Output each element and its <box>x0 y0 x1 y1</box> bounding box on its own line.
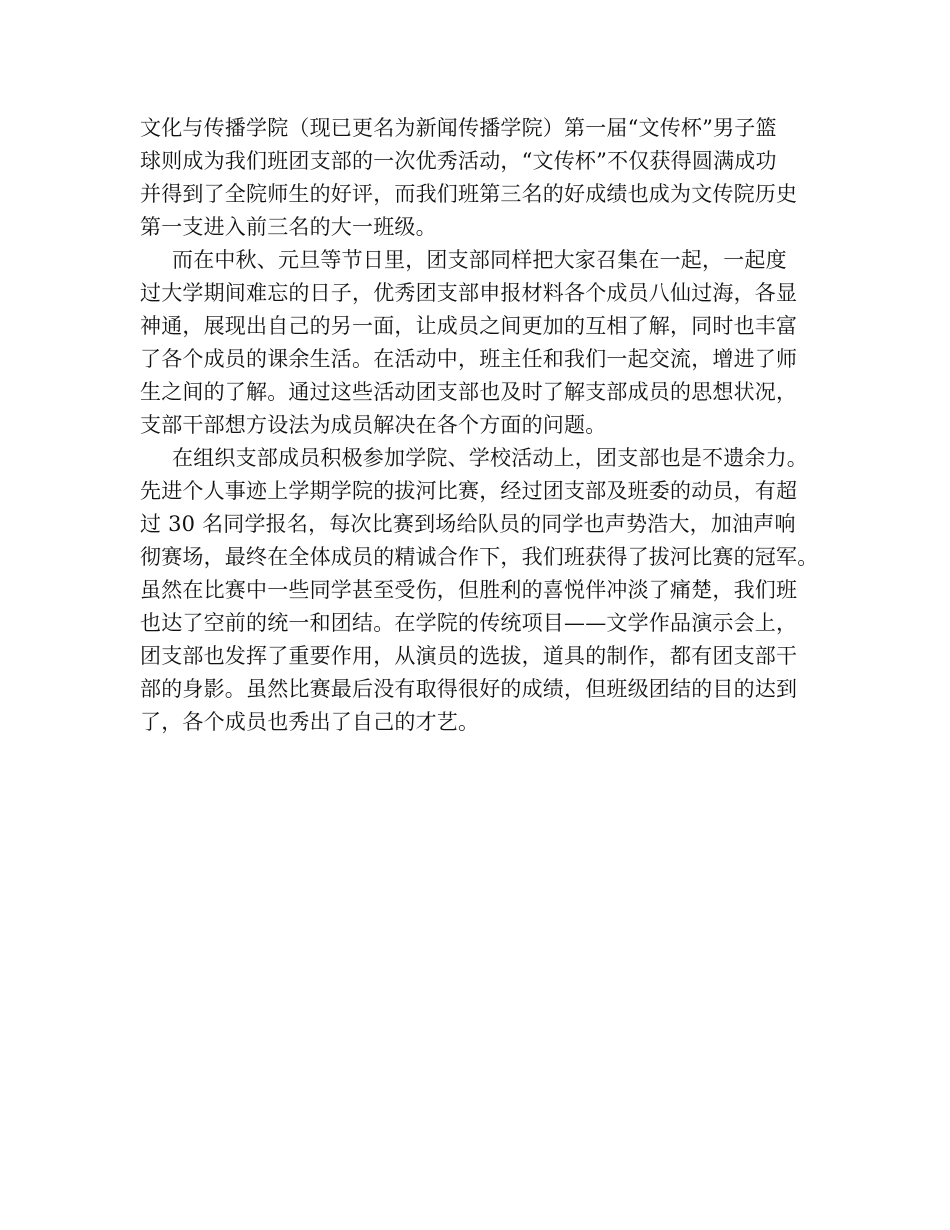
text-line: 也达了空前的统一和团结。在学院的传统项目——文学作品演示会上， <box>140 611 798 635</box>
text-line: 先进个人事迹上学期学院的拔河比赛，经过团支部及班委的动员，有超 <box>140 479 798 503</box>
text-line: 支部干部想方设法为成员解决在各个方面的问题。 <box>140 413 607 437</box>
text-line: 第一支进入前三名的大一班级。 <box>140 215 437 239</box>
text-line: 并得到了全院师生的好评，而我们班第三名的好成绩也成为文传院历史 <box>140 182 798 206</box>
text-line: 而在中秋、元旦等节日里，团支部同样把大家召集在一起，一起度 <box>172 248 787 272</box>
text-line: 了各个成员的课余生活。在活动中，班主任和我们一起交流，增进了师 <box>140 347 798 371</box>
text-line: 彻赛场，最终在全体成员的精诚合作下，我们班获得了拔河比赛的冠军。 <box>140 545 819 569</box>
text-line: 球则成为我们班团支部的一次优秀活动，“文传杯”不仅获得圆满成功 <box>140 149 777 173</box>
text-line: 过 30 名同学报名，每次比赛到场给队员的同学也声势浩大，加油声响 <box>140 512 796 536</box>
text-line: 文化与传播学院（现已更名为新闻传播学院）第一届“文传杯”男子篮 <box>140 116 777 140</box>
paragraph-3 <box>140 442 830 739</box>
text-line: 过大学期间难忘的日子，优秀团支部申报材料各个成员八仙过海，各显 <box>140 281 798 305</box>
text-line: 了，各个成员也秀出了自己的才艺。 <box>140 710 480 734</box>
text-line: 在组织支部成员积极参加学院、学校活动上，团支部也是不遗余力。 <box>172 446 808 470</box>
text-line: 神通，展现出自己的另一面，让成员之间更加的互相了解，同时也丰富 <box>140 314 798 338</box>
text-line: 生之间的了解。通过这些活动团支部也及时了解支部成员的思想状况， <box>140 380 798 404</box>
text-line: 部的身影。虽然比赛最后没有取得很好的成绩，但班级团结的目的达到 <box>140 677 798 701</box>
text-line: 团支部也发挥了重要作用，从演员的选拔，道具的制作，都有团支部干 <box>140 644 798 668</box>
text-line: 虽然在比赛中一些同学甚至受伤，但胜利的喜悦伴冲淡了痛楚，我们班 <box>140 578 798 602</box>
paragraph-1 <box>140 112 830 244</box>
document-body <box>140 112 830 739</box>
paragraph-2 <box>140 244 830 442</box>
